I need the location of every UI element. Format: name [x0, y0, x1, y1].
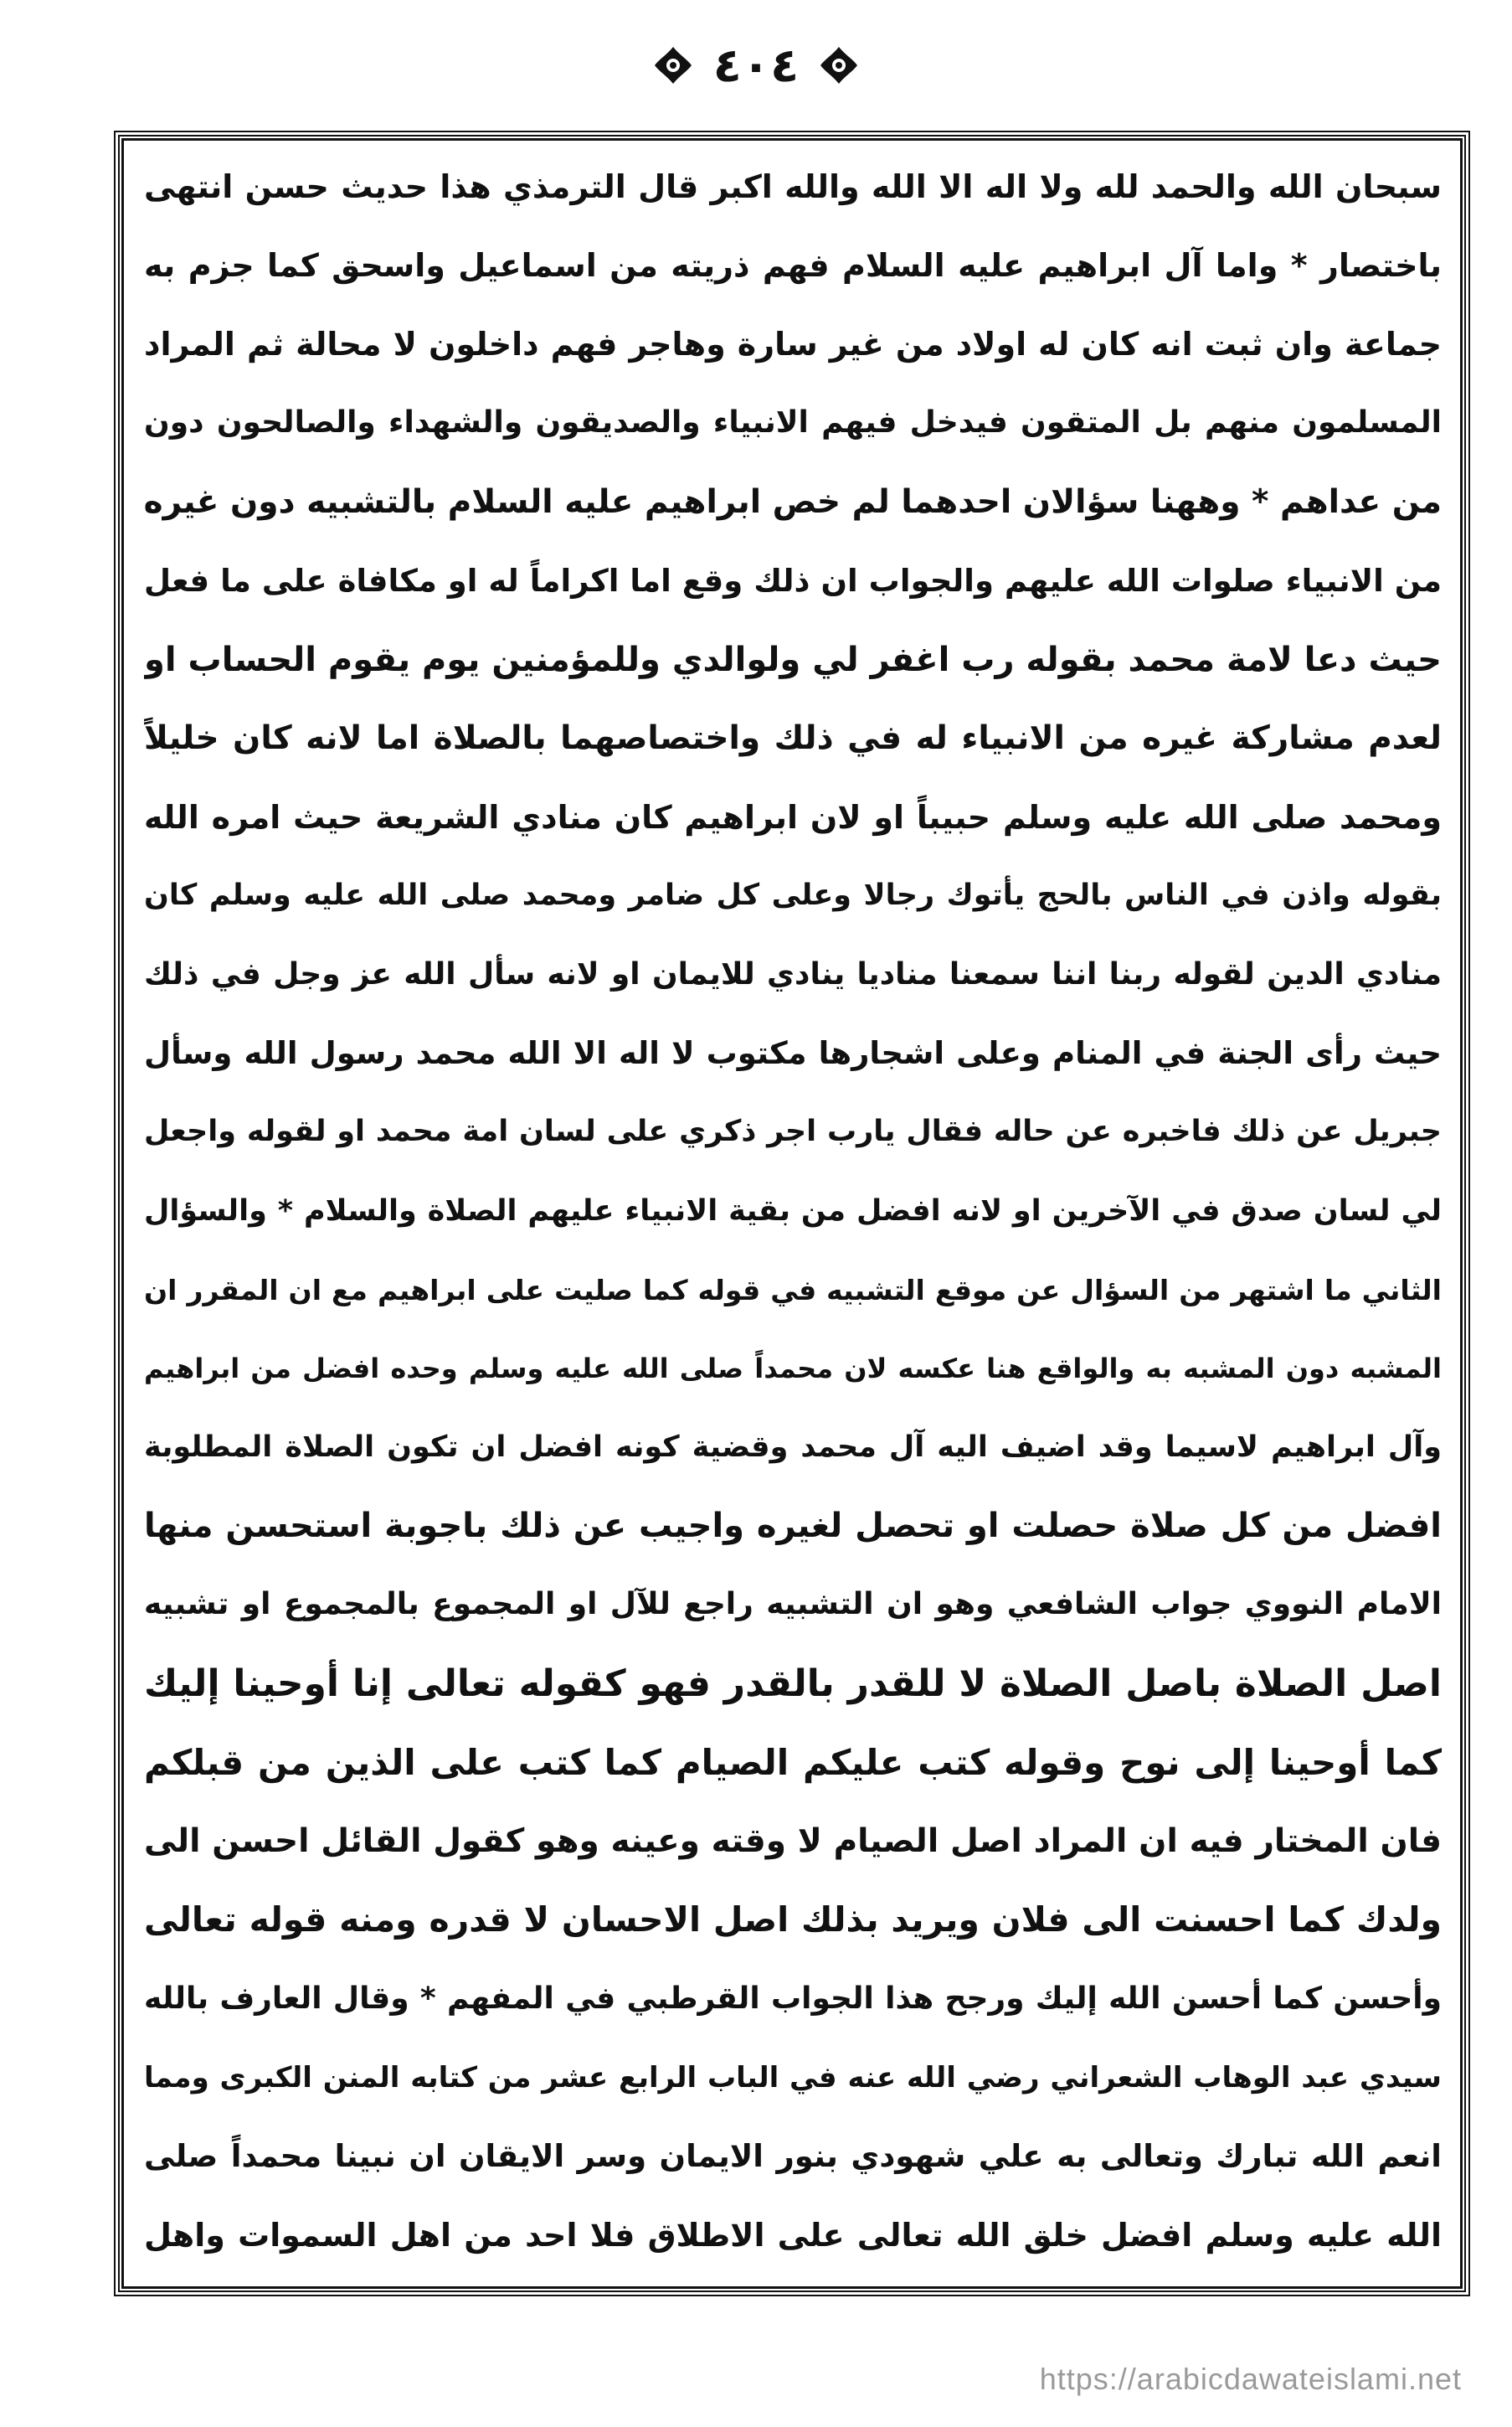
text-line [144, 778, 1442, 857]
source-watermark: https://arabicdawateislami.net [1039, 2362, 1462, 2396]
text-line-content: من الانبياء صلوات الله عليهم والجواب ان ذلك وقع اما اكراماً له او مكافاة على ما فعل [144, 562, 1442, 599]
text-line [144, 1329, 1442, 1408]
text-line [144, 620, 1442, 698]
text-line [144, 1644, 1442, 1723]
text-line-content: بقوله واذن في الناس بالحج يأتوك رجالا وعلى كل ضامر ومحمد صلى الله عليه وسلم كان [144, 879, 1442, 913]
text-line-content: وآل ابراهيم لاسيما وقد اضيف اليه آل محمد وقضية كونه افضل ان تكون الصلاة المطلوبة [144, 1430, 1442, 1464]
text-line [144, 1487, 1442, 1565]
text-line [144, 2196, 1442, 2275]
text-line [144, 935, 1442, 1014]
main-text-block [144, 147, 1442, 2275]
text-line [144, 699, 1442, 778]
text-line [144, 1408, 1442, 1487]
text-line-content: انعم الله تبارك وتعالى به علي شهودي بنور الايمان وسر الايقان ان نبينا محمداً صلى [144, 2138, 1442, 2175]
text-line-content: منادي الدين لقوله ربنا اننا سمعنا مناديا ينادي للايمان او لانه سأل الله عز وجل في ذلك [144, 956, 1442, 992]
text-line-content: سبحان الله والحمد لله ولا اله الا الله والله اكبر قال الترمذي هذا حديث حسن انتهى [144, 168, 1442, 206]
text-line-content: ومحمد صلى الله عليه وسلم حبيباً او لان ابراهيم كان منادي الشريعة حيث امره الله [144, 798, 1442, 836]
page-number: ٤٠٤ [712, 38, 800, 93]
text-line [144, 226, 1442, 305]
text-line-content: المشبه دون المشبه به والواقع هنا عكسه لان محمداً صلى الله عليه وسلم وحده افضل من ابراهيم [144, 1353, 1442, 1385]
text-line-content: المسلمون منهم بل المتقون فيدخل فيهم الانبياء والصديقون والشهداء والصالحون دون [144, 405, 1442, 441]
text-line [144, 2038, 1442, 2117]
text-line-content: الله عليه وسلم افضل خلق الله تعالى على الاطلاق فلا احد من اهل السموات واهل [144, 2217, 1442, 2254]
text-line-content: فان المختار فيه ان المراد اصل الصيام لا وقته وعينه وهو كقول القائل احسن الى [144, 1822, 1442, 1861]
text-line-content: وأحسن كما أحسن الله إليك ورجح هذا الجواب القرطبي في المفهم * وقال العارف بالله [144, 1981, 1442, 2016]
text-line-content: سيدي عبد الوهاب الشعراني رضي الله عنه في الباب الرابع عشر من كتابه المنن الكبرى ومما [144, 2060, 1442, 2095]
text-line [144, 1014, 1442, 1093]
text-line-content: باختصار * واما آل ابراهيم عليه السلام فهم ذريته من اسماعيل واسحق كما جزم به [144, 247, 1442, 285]
text-line [144, 1250, 1442, 1329]
text-line-content: من عداهم * وههنا سؤالان احدهما لم خص ابراهيم عليه السلام بالتشبيه دون غيره [144, 482, 1442, 521]
text-line-content: لي لسان صدق في الآخرين او لانه افضل من بقية الانبياء عليهم الصلاة والسلام * والسؤال [144, 1193, 1442, 1228]
text-line-content: افضل من كل صلاة حصلت او تحصل لغيره واجيب عن ذلك باجوبة استحسن منها [144, 1507, 1442, 1546]
text-line-content: حيث دعا لامة محمد بقوله رب اغفر لي ولوالدي وللمؤمنين يوم يقوم الحساب او [144, 640, 1442, 679]
text-line [144, 1093, 1442, 1172]
text-line [144, 1802, 1442, 1881]
text-line-content: حيث رأى الجنة في المنام وعلى اشجارها مكتوب لا اله الا الله محمد رسول الله وسأل [144, 1035, 1442, 1072]
text-line-content: جبريل عن ذلك فاخبره عن حاله فقال يارب اجر ذكري على لسان امة محمد او لقوله واجعل [144, 1115, 1442, 1149]
text-line [144, 147, 1442, 226]
text-line [144, 2117, 1442, 2196]
text-line [144, 305, 1442, 384]
text-line-content: ولدك كما احسنت الى فلان ويريد بذلك اصل الاحسان لا قدره ومنه قوله تعالى [144, 1899, 1442, 1940]
text-line-content: جماعة وان ثبت انه كان له اولاد من غير سارة وهاجر فهم داخلون لا محالة ثم المراد [144, 326, 1442, 363]
text-line-content: اصل الصلاة باصل الصلاة لا للقدر بالقدر فهو كقوله تعالى إنا أوحينا إليك [144, 1662, 1442, 1705]
text-line-content: لعدم مشاركة غيره من الانبياء له في ذلك واختصاصهما بالصلاة اما لانه كان خليلاً [144, 719, 1442, 758]
text-line [144, 541, 1442, 620]
text-line-content: الامام النووي جواب الشافعي وهو ان التشبيه راجع للآل او المجموع بالمجموع او تشبيه [144, 1587, 1442, 1622]
text-line [144, 384, 1442, 462]
page-header [0, 15, 1512, 116]
text-line-content: الثاني ما اشتهر من السؤال عن موقع التشبيه في قوله كما صليت على ابراهيم مع ان المقرر ان [144, 1273, 1442, 1306]
text-line [144, 1960, 1442, 2038]
text-line [144, 1724, 1442, 1802]
text-line [144, 1565, 1442, 1644]
text-line-content: كما أوحينا إلى نوح وقوله كتب عليكم الصيام كما كتب على الذين من قبلكم [144, 1741, 1442, 1783]
right-ornament-icon [814, 40, 864, 90]
left-ornament-icon [648, 40, 698, 90]
text-line [144, 857, 1442, 935]
text-line [144, 1172, 1442, 1250]
text-line [144, 462, 1442, 541]
text-line [144, 1881, 1442, 1960]
